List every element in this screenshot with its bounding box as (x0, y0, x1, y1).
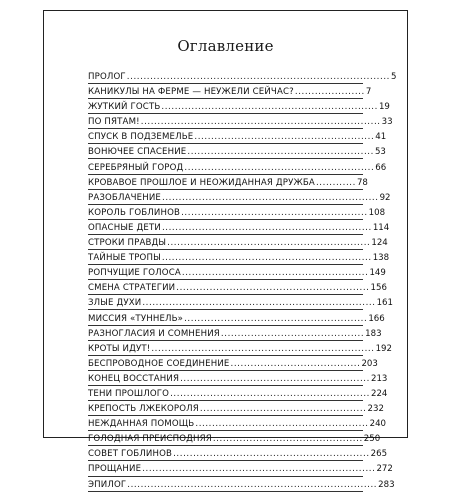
toc-entry-page-number: 7 (365, 87, 372, 98)
toc-dot-leader: ........................................................ (181, 207, 368, 218)
toc-entry-title: СМЕНА СТРАТЕГИИ (88, 283, 176, 294)
toc-entry-page-number: 138 (372, 253, 390, 264)
toc-entry-page-number: 272 (376, 464, 393, 475)
toc-entry-page-number: 124 (371, 238, 388, 249)
toc-entry-underline (88, 355, 363, 356)
toc-entry-title: НЕЖДАННАЯ ПОМОЩЬ (88, 419, 195, 430)
toc-entry-underline (88, 189, 363, 190)
toc-entry-underline (88, 430, 363, 431)
toc-entry-page-number: 78 (356, 177, 368, 188)
toc-dot-leader: ...................................................................... (142, 464, 376, 475)
toc-dot-leader: ............................................. (212, 434, 363, 445)
document-page (43, 10, 408, 490)
toc-entry-page-number: 114 (372, 222, 390, 233)
toc-entry-page-number: 166 (368, 313, 385, 324)
toc-entry-title: РАЗОБЛАЧЕНИЕ (88, 192, 162, 203)
toc-entry-page-number: 92 (379, 192, 391, 203)
toc-entry-title: КРОТЫ ИДУТ! (88, 343, 151, 354)
toc-dot-leader: ........................................................ (181, 268, 369, 279)
toc-dot-leader: ........................................................ (187, 147, 374, 158)
toc-entry-underline (88, 370, 363, 371)
toc-entry-underline (88, 174, 363, 175)
toc-entry-page-number: 66 (375, 162, 387, 173)
toc-entry-underline (88, 234, 363, 235)
toc-dot-leader: .................................................... (195, 419, 369, 430)
toc-entry-underline (88, 445, 363, 446)
toc-entry-title: ТЕНИ ПРОШЛОГО (88, 388, 170, 399)
toc-entry-title: РАЗНОГЛАСИЯ И СОМНЕНИЯ (88, 328, 220, 339)
toc-entry-underline (88, 83, 363, 84)
toc-entry-page-number: 203 (361, 358, 378, 369)
toc-entry-page-number: 149 (369, 268, 386, 279)
toc-entry-title: СПУСК В ПОДЗЕМЕЛЬЕ (88, 132, 194, 143)
toc-dot-leader: ...................................................................... (142, 298, 376, 309)
toc-entry-underline (88, 279, 363, 280)
toc-entry-title: ВОНЮЧЕЕ СПАСЕНИЕ (88, 147, 187, 158)
toc-entry-underline (88, 128, 363, 129)
toc-dot-leader: ....................................... (230, 358, 361, 369)
toc-entry-title: СЕРЕБРЯНЫЙ ГОРОД (88, 162, 184, 173)
toc-entry-title: ЗЛЫЕ ДУХИ (88, 298, 142, 309)
toc-entry-underline (88, 460, 363, 461)
toc-entry-page-number: 283 (378, 479, 395, 490)
toc-entry-page-number: 224 (371, 388, 388, 399)
toc-entry-underline (88, 143, 363, 144)
toc-entry-underline (88, 158, 363, 159)
toc-entry-page-number: 5 (391, 72, 397, 82)
toc-entry-underline (88, 325, 363, 326)
toc-dot-leader: .......................................................... (176, 283, 370, 294)
toc-dot-leader: .................................................. (199, 404, 367, 415)
toc-entry-page-number: 33 (381, 117, 393, 128)
toc-entry-underline (88, 113, 363, 114)
toc-dot-leader: ...................................................... (194, 132, 375, 143)
toc-entry-title: СТРОКИ ПРАВДЫ (88, 238, 167, 249)
toc-entry-page-number: 192 (375, 343, 392, 354)
toc-entry-underline (88, 98, 363, 99)
toc-entry-page-number: 41 (375, 132, 387, 143)
toc-dot-leader: ............................................................... (161, 253, 372, 264)
toc-entry-page-number: 265 (370, 449, 388, 460)
toc-dot-leader: ............................................................. (167, 238, 371, 249)
toc-dot-leader: ............................................................ (170, 388, 370, 399)
toc-entry-title: ЖУТКИЙ ГОСТЬ (88, 102, 161, 113)
toc-entry-page-number: 19 (378, 102, 390, 113)
toc-dot-leader: ......................................................... (180, 373, 370, 384)
toc-entry-page-number: 232 (367, 404, 384, 415)
toc-entry-page-number: 156 (370, 283, 387, 294)
toc-entry-title: КРОВАВОЕ ПРОШЛОЕ И НЕОЖИДАННАЯ ДРУЖБА (88, 177, 315, 188)
toc-dot-leader: ............................................................................... (126, 72, 390, 82)
toc-entry-title: ТАЙНЫЕ ТРОПЫ (88, 253, 161, 264)
toc-dot-leader: ........................................................................ (140, 117, 381, 128)
toc-entry-page-number: 213 (370, 373, 388, 384)
toc-entry-underline (88, 264, 363, 265)
toc-entry-page-number: 53 (374, 147, 386, 158)
toc-entry-title: КОНЕЦ ВОССТАНИЯ (88, 373, 180, 384)
toc-dot-leader: ........................................................... (173, 449, 370, 460)
toc-entry-underline (88, 491, 363, 492)
toc-entry-title: КОРОЛЬ ГОБЛИНОВ (88, 207, 181, 218)
toc-entry-title: ПРОЛОГ (88, 72, 126, 82)
toc-entry-title: ПО ПЯТАМ! (88, 117, 140, 128)
toc-entry-title: ГОЛОДНАЯ ПРЕИСПОДНЯЯ (88, 434, 212, 445)
toc-entry-page-number: 108 (368, 207, 386, 218)
toc-entry-title: РОПЧУЩИЕ ГОЛОСА (88, 268, 181, 279)
toc-dot-leader: ........................................................................... (127, 479, 378, 490)
toc-entry-page-number: 161 (376, 298, 393, 309)
toc-dot-leader: ........................................... (220, 328, 365, 339)
toc-dot-leader: ..................... (294, 87, 365, 98)
toc-dot-leader: ............................................................... (161, 222, 372, 233)
toc-entry-title: БЕСПРОВОДНОЕ СОЕДИНЕНИЕ (88, 358, 230, 369)
toc-entry-title: СОВЕТ ГОБЛИНОВ (88, 449, 173, 460)
toc-dot-leader: ................................................................. (161, 102, 378, 113)
toc-entry-title: ОПАСНЫЕ ДЕТИ (88, 222, 161, 233)
toc-entry-underline (88, 415, 363, 416)
toc-entry-page-number: 240 (369, 419, 387, 430)
toc-entry-underline (88, 476, 363, 477)
toc-entry-underline (88, 340, 363, 341)
page-title: Оглавление (177, 37, 274, 55)
toc-dot-leader: ......................................................... (184, 162, 375, 173)
toc-dot-leader: ............ (315, 177, 356, 188)
toc-entry-underline (88, 385, 363, 386)
toc-entry-title: КАНИКУЛЫ НА ФЕРМЕ — НЕУЖЕЛИ СЕЙЧАС? (88, 87, 294, 98)
toc-entry-underline (88, 294, 363, 295)
toc-dot-leader: ................................................................... (151, 343, 375, 354)
toc-entry-underline (88, 219, 363, 220)
toc-entry-title: КРЕПОСТЬ ЛЖЕКОРОЛЯ (88, 404, 199, 415)
toc-entry-title: ЭПИЛОГ (88, 479, 127, 490)
toc-entry-page-number: 250 (363, 434, 381, 445)
toc-entry-underline (88, 400, 363, 401)
toc-entry-title: МИССИЯ «ТУННЕЛЬ» (88, 313, 184, 324)
toc-entry-underline (88, 309, 363, 310)
toc-dot-leader: ....................................................... (184, 313, 368, 324)
toc-entry-title: ПРОЩАНИЕ (88, 464, 142, 475)
toc-entry-page-number: 183 (365, 328, 382, 339)
toc-entry-underline (88, 249, 363, 250)
toc-dot-leader: ................................................................. (162, 192, 379, 203)
toc-entry-underline (88, 204, 363, 205)
